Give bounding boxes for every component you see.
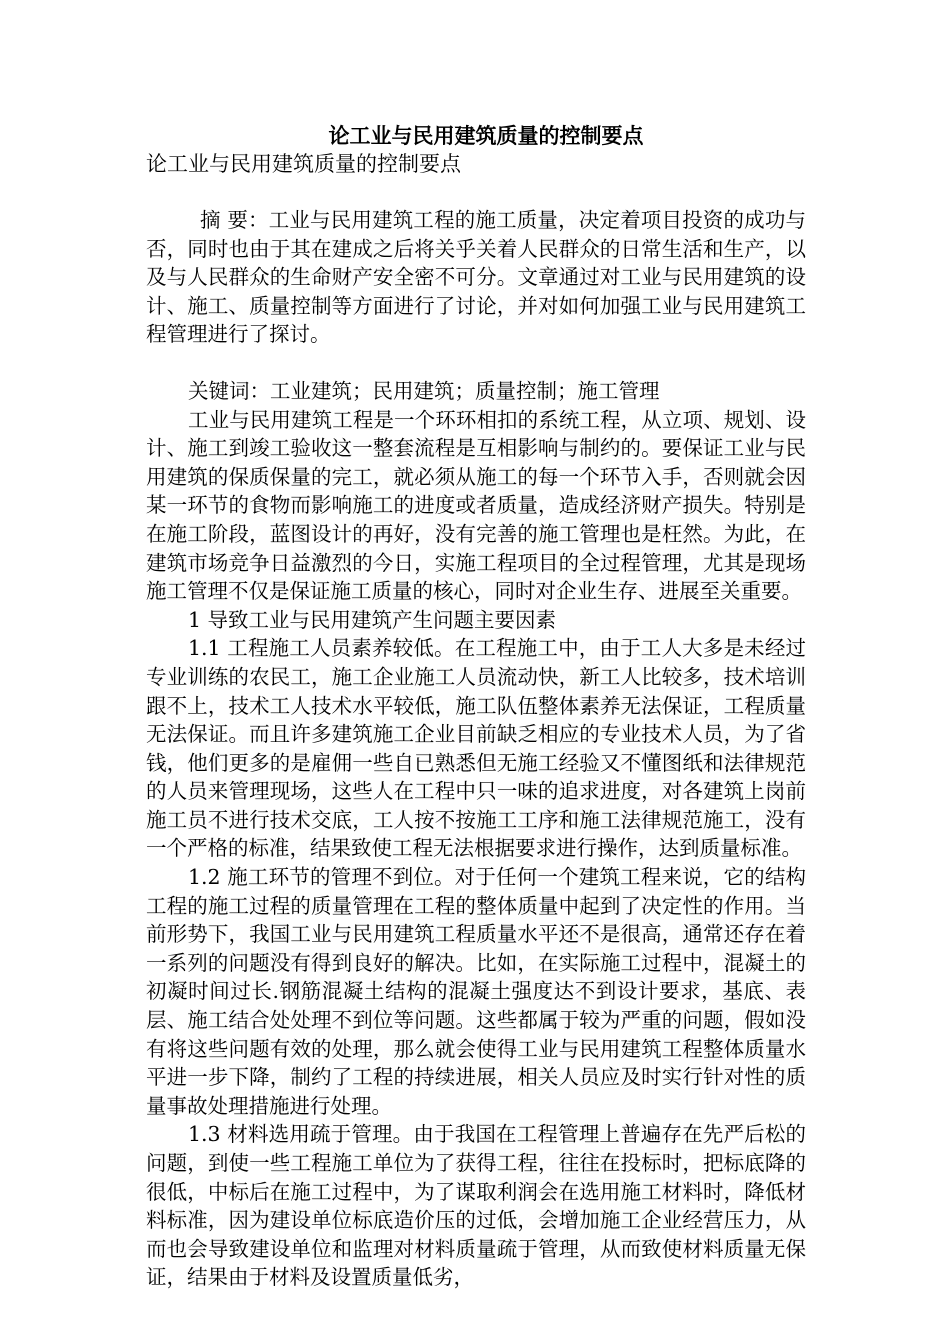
section-1-2-paragraph: 1.2 施工环节的管理不到位。对于任何一个建筑工程来说，它的结构工程的施工过程的质量管理在工程的整体质量中起到了决定性的作用。当前形势下，我国工业与民用建筑工程质量水平还不是很高，通常还存在着一系列的问题没有得到良好的解决。比如，在实际施工过程中，混凝土的初凝时间过长.钢筋混凝土结构的混凝土强度达不到设计要求，基底、表层、施工结合处处理不到位等问题。这些都属于较为严重的问题，假如没有将这些问题有效的处理，那么就会使得工业与民用建筑工程整体质量水平进一步下降，制约了工程的持续进展，相关人员应及时实行针对性的质量事故处理措施进行处理。	[146, 865, 806, 1118]
intro-paragraph: 工业与民用建筑工程是一个环环相扣的系统工程，从立项、规划、设计、施工到竣工验收这一整套流程是互相影响与制约的。要保证工业与民用建筑的保质保量的完工，就必须从施工的每一个环节入手，否则就会因某一环节的食物而影响施工的进度或者质量，造成经济财产损失。特别是在施工阶段，蓝图设计的再好，没有完善的施工管理也是枉然。为此，在建筑市场竞争日益激烈的今日，实施工程项目的全过程管理，尤其是现场施工管理不仅是保证施工质量的核心，同时对企业生存、进展至关重要。	[146, 407, 806, 604]
section-1-1-paragraph: 1.1 工程施工人员素养较低。在工程施工中，由于工人大多是未经过专业训练的农民工，施工企业施工人员流动快，新工人比较多，技术培训跟不上，技术工人技术水平较低，施工队伍整体素养无法保证，工程质量无法保证。而且许多建筑施工企业目前缺乏相应的专业技术人员，为了省钱，他们更多的是雇佣一些自已熟悉但无施工经验又不懂图纸和法律规范的人员来管理现场，这些人在工程中只一味的追求进度，对各建筑上岗前施工员不进行技术交底，工人按不按施工工序和施工法律规范施工，没有一个严格的标准，结果致使工程无法根据要求进行操作，达到质量标准。	[146, 636, 806, 861]
abstract-paragraph: 摘 要：工业与民用建筑工程的施工质量，决定着项目投资的成功与否，同时也由于其在建成之后将关乎关着人民群众的日常生活和生产，以及与人民群众的生命财产安全密不可分。文章通过对工业与民用建筑的设计、施工、质量控制等方面进行了讨论，并对如何加强工业与民用建筑工程管理进行了探讨。	[146, 208, 806, 347]
section-1-3-paragraph: 1.3 材料选用疏于管理。由于我国在工程管理上普遍存在先严后松的问题，到使一些工程施工单位为了获得工程，往往在投标时，把标底降的很低，中标后在施工过程中，为了谋取利润会在选用施工材料时，降低材料标准，因为建设单位标底造价压的过低，会增加施工企业经营压力，从而也会导致建设单位和监理对材料质量疏于管理，从而致使材料质量无保证，结果由于材料及设置质量低劣，	[146, 1122, 806, 1290]
document-title: 论工业与民用建筑质量的控制要点	[328, 123, 644, 148]
keywords-line: 关键词：工业建筑；民用建筑；质量控制；施工管理	[188, 378, 660, 403]
blank-line	[146, 178, 806, 206]
section-heading: 1 导致工业与民用建筑产生问题主要因素	[188, 607, 557, 632]
document-page	[146, 122, 806, 1292]
blank-line	[146, 349, 806, 377]
document-subtitle: 论工业与民用建筑质量的控制要点	[146, 152, 461, 176]
